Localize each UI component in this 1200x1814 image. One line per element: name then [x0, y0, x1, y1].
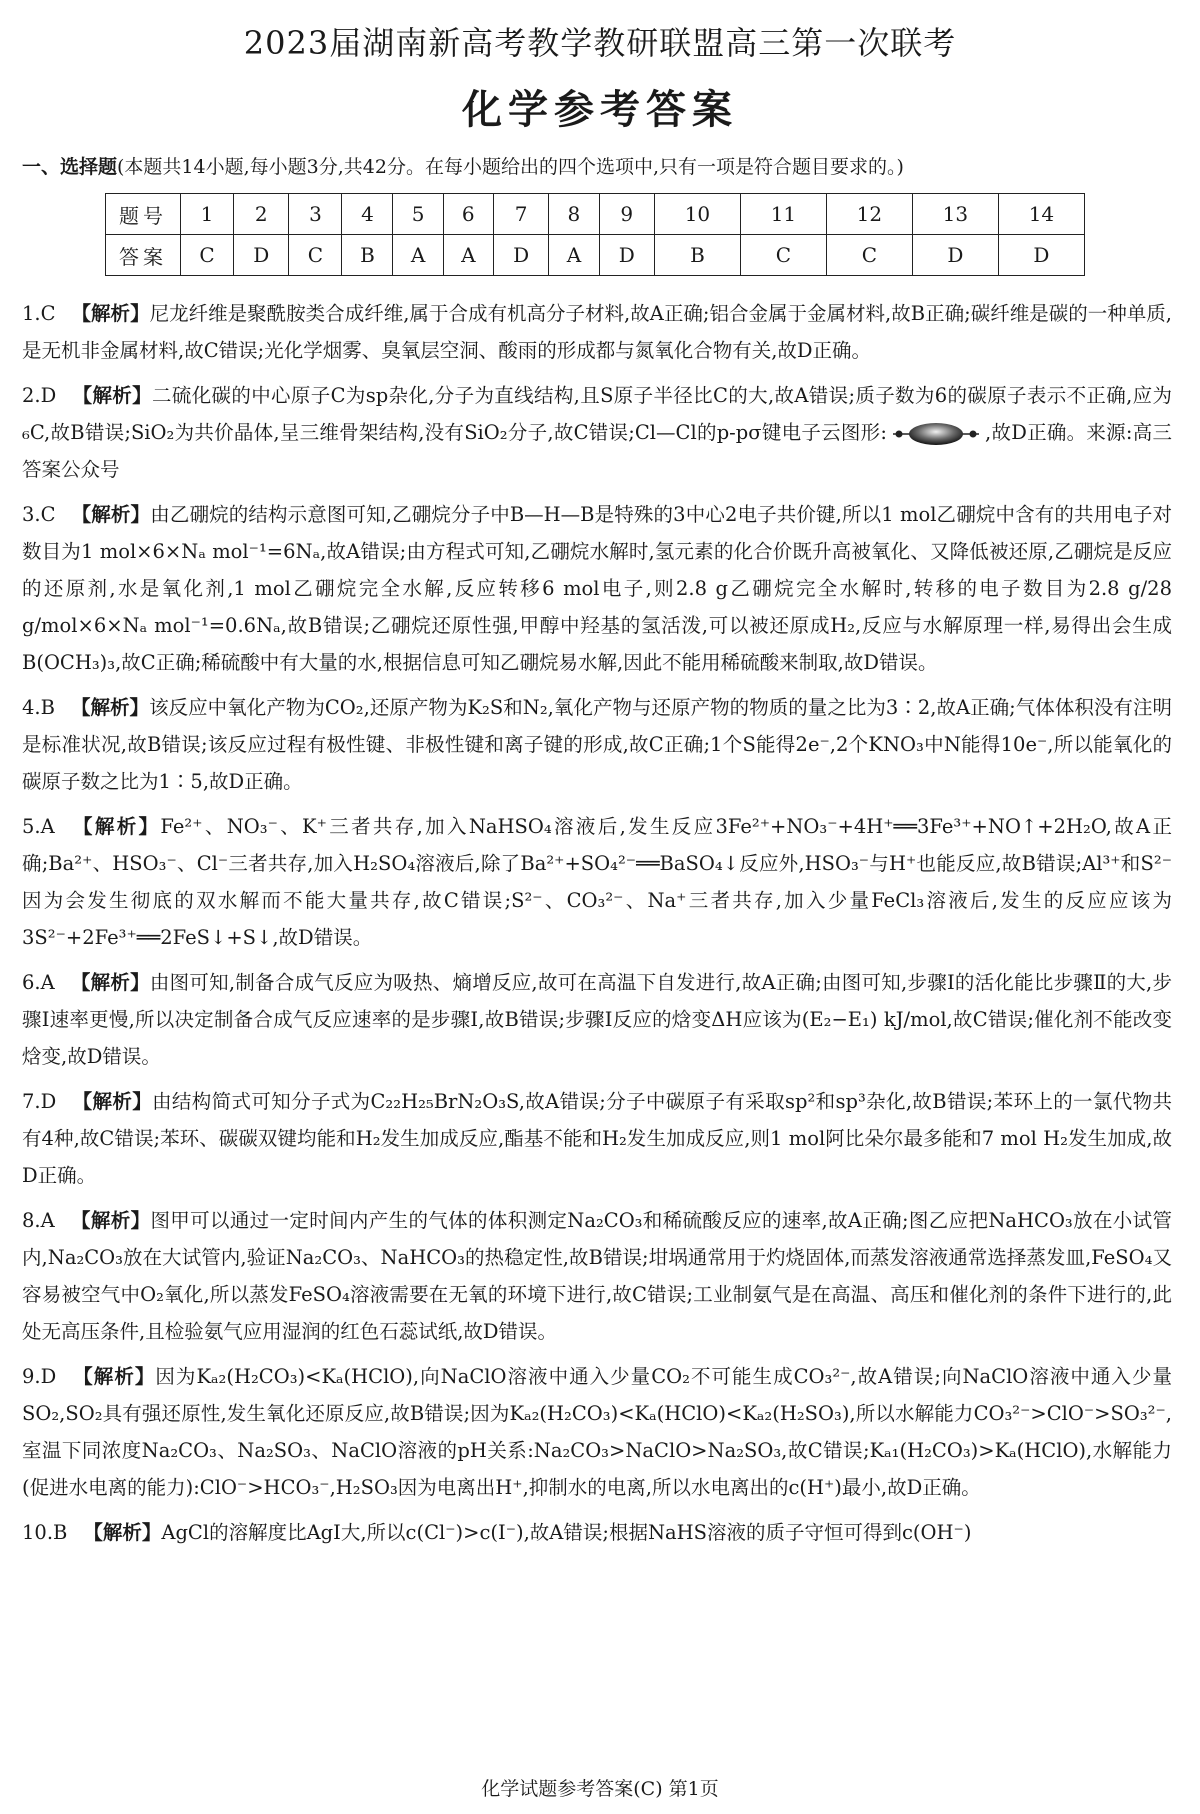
- answer-cell: B: [654, 235, 740, 276]
- answer-cell: D: [599, 235, 654, 276]
- item-number: 5.A: [22, 815, 55, 838]
- question-number: 5: [393, 194, 443, 235]
- item-number: 4.B: [22, 696, 55, 719]
- question-number: 6: [443, 194, 493, 235]
- answer-cell: A: [443, 235, 493, 276]
- answer-table: [105, 193, 1085, 276]
- explanation-item: [22, 689, 1172, 800]
- question-number: 11: [740, 194, 826, 235]
- item-text: 由图可知,制备合成气反应为吸热、熵增反应,故可在高温下自发进行,故A正确;由图可知,步骤Ⅰ的活化能比步骤Ⅱ的大,步骤Ⅰ速率更慢,所以决定制备合成气反应速率的是步骤Ⅰ,故B错误;步骤Ⅰ反应的焓变ΔH应该为(E₂−E₁) kJ/mol,故C错误;催化剂不能改变焓变,故D错误。: [22, 971, 1172, 1068]
- item-tag: 【解析】: [70, 696, 150, 719]
- item-number: 10.B: [22, 1521, 68, 1544]
- question-number: 2: [234, 194, 289, 235]
- section-note: (本题共14小题,每小题3分,共42分。在每小题给出的四个选项中,只有一项是符合题目要求的。): [117, 156, 904, 178]
- page-subtitle: 化学参考答案: [462, 87, 738, 133]
- question-number: 4: [342, 194, 393, 235]
- explanation-item: [22, 295, 1172, 369]
- explanations: [22, 295, 1172, 1559]
- item-text: 尼龙纤维是聚酰胺类合成纤维,属于合成有机高分子材料,故A正确;铝合金属于金属材料,故B正确;碳纤维是碳的一种单质,是无机非金属材料,故C错误;光化学烟雾、臭氧层空洞、酸雨的形成都与氮氧化合物有关,故D正确。: [22, 302, 1172, 362]
- item-text: AgCl的溶解度比AgI大,所以c(Cl⁻)>c(I⁻),故A错误;根据NaHS溶液的质子守恒可得到c(OH⁻): [161, 1521, 972, 1544]
- page-title: 2023届湖南新高考教学教研联盟高三第一次联考: [243, 24, 957, 62]
- explanation-item: [22, 1202, 1172, 1350]
- item-number: 8.A: [22, 1209, 55, 1232]
- item-text: Fe²⁺、NO₃⁻、K⁺三者共存,加入NaHSO₄溶液后,发生反应3Fe²⁺+NO₃⁻+4H⁺══3Fe³⁺+NO↑+2H₂O,故A正确;Ba²⁺、HSO₃⁻、Cl⁻三者共存,加入H₂SO₄溶液后,除了Ba²⁺+SO₄²⁻══BaSO₄↓反应外,HSO₃⁻与H⁺也能反应,故B错误;Al³⁺和S²⁻因为会发生彻底的双水解而不能大量共存,故C错误;S²⁻、CO₃²⁻、Na⁺三者共存,加入少量FeCl₃溶液后,发生的反应应该为3S²⁻+2Fe³⁺══2FeS↓+S↓,故D错误。: [22, 815, 1172, 949]
- question-number: 7: [493, 194, 548, 235]
- answer-cell: A: [549, 235, 599, 276]
- item-number: 2.D: [22, 384, 57, 407]
- answer-cell: D: [493, 235, 548, 276]
- answer-cell: B: [342, 235, 393, 276]
- question-number: 8: [549, 194, 599, 235]
- answer-cell: D: [998, 235, 1084, 276]
- answer-cell: A: [393, 235, 443, 276]
- question-number: 13: [912, 194, 998, 235]
- answer-cell: C: [289, 235, 342, 276]
- answer-cell: C: [740, 235, 826, 276]
- answer-cell: D: [912, 235, 998, 276]
- item-number: 9.D: [22, 1365, 57, 1388]
- item-tag: 【解析】: [70, 1209, 151, 1232]
- item-tag: 【解析】: [72, 1090, 153, 1113]
- explanation-item: [22, 377, 1172, 488]
- item-number: 7.D: [22, 1090, 57, 1113]
- item-number: 1.C: [22, 302, 56, 325]
- item-text: 图甲可以通过一定时间内产生的气体的体积测定Na₂CO₃和稀硫酸反应的速率,故A正确;图乙应把NaHCO₃放在小试管内,Na₂CO₃放在大试管内,验证Na₂CO₃、NaHCO₃的热稳定性,故B错误;坩埚通常用于灼烧固体,而蒸发溶液通常选择蒸发皿,FeSO₄又容易被空气中O₂氧化,所以蒸发FeSO₄溶液需要在无氧的环境下进行,故C错误;工业制氨气是在高温、高压和催化剂的条件下进行的,此处无高压条件,且检验氨气应用湿润的红色石蕊试纸,故D错误。: [22, 1209, 1172, 1343]
- row-label-answer: 答案: [106, 235, 181, 276]
- item-tag: 【解析】: [72, 384, 152, 407]
- item-tag: 【解析】: [83, 1521, 162, 1544]
- explanation-item: [22, 964, 1172, 1075]
- question-number: 10: [654, 194, 740, 235]
- item-text: 二硫化碳的中心原子C为sp杂化,分子为直线结构,且S原子半径比C的大,故A错误;质子数为6的碳原子表示不正确,应为₆C,故B错误;SiO₂为共价晶体,呈三维骨架结构,没有SiO₂分子,故C错误;Cl—Cl的p-pσ键电子云图形:: [22, 384, 1172, 444]
- p-p-sigma-orbital-icon: [891, 421, 981, 447]
- explanation-item: [22, 1083, 1172, 1194]
- item-number: 3.C: [22, 503, 56, 526]
- question-number: 9: [599, 194, 654, 235]
- question-number: 14: [998, 194, 1084, 235]
- item-tag: 【解析】: [71, 503, 151, 526]
- answer-cell: C: [181, 235, 234, 276]
- explanation-item: [22, 496, 1172, 681]
- section-heading: [22, 152, 1182, 179]
- item-tag: 【解析】: [72, 1365, 156, 1388]
- answer-cell: D: [234, 235, 289, 276]
- explanation-item: [22, 1358, 1172, 1506]
- item-tag: 【解析】: [71, 302, 150, 325]
- item-tag: 【解析】: [70, 971, 150, 994]
- item-text: 因为Kₐ₂(H₂CO₃)<Kₐ(HClO),向NaClO溶液中通入少量CO₂不可能生成CO₃²⁻,故A错误;向NaClO溶液中通入少量SO₂,SO₂具有强还原性,发生氧化还原反应,故B错误;因为Kₐ₂(H₂CO₃)<Kₐ(HClO)<Kₐ₂(H₂SO₃),所以水解能力CO₃²⁻>ClO⁻>SO₃²⁻,室温下同浓度Na₂CO₃、Na₂SO₃、NaClO溶液的pH关系:Na₂CO₃>NaClO>Na₂SO₃,故C错误;Kₐ₁(H₂CO₃)>Kₐ(HClO),水解能力(促进水电离的能力):ClO⁻>HCO₃⁻,H₂SO₃因为电离出H⁺,抑制水的电离,所以水电离出的c(H⁺)最小,故D正确。: [22, 1365, 1172, 1499]
- page-footer: 化学试题参考答案(C) 第1页: [481, 1778, 719, 1800]
- item-text: 由乙硼烷的结构示意图可知,乙硼烷分子中B—H—B是特殊的3中心2电子共价键,所以1 mol乙硼烷中含有的共用电子对数目为1 mol×6×Nₐ mol⁻¹=6Nₐ,故A错误;由方程式可知,乙硼烷水解时,氢元素的化合价既升高被氧化、又降低被还原,乙硼烷是反应的还原剂,水是氧化剂,1 mol乙硼烷完全水解,反应转移6 mol电子,则2.8 g乙硼烷完全水解时,转移的电子数目为2.8 g/28 g/mol×6×Nₐ mol⁻¹=0.6Nₐ,故B错误;乙硼烷还原性强,甲醇中羟基的氢活泼,可以被还原成H₂,反应与水解原理一样,易得出会生成B(OCH₃)₃,故C正确;稀硫酸中有大量的水,根据信息可知乙硼烷易水解,因此不能用稀硫酸来制取,故D错误。: [22, 503, 1172, 674]
- answer-cell: C: [826, 235, 912, 276]
- question-number: 12: [826, 194, 912, 235]
- explanation-item: [22, 808, 1172, 956]
- answer-table-answer-row: [106, 235, 1085, 276]
- row-label-number: 题号: [106, 194, 181, 235]
- question-number: 3: [289, 194, 342, 235]
- question-number: 1: [181, 194, 234, 235]
- answer-table-number-row: [106, 194, 1085, 235]
- explanation-item: [22, 1514, 1172, 1551]
- item-text: 由结构简式可知分子式为C₂₂H₂₅BrN₂O₃S,故A错误;分子中碳原子有采取sp²和sp³杂化,故B错误;苯环上的一氯代物共有4种,故C错误;苯环、碳碳双键均能和H₂发生加成反应,酯基不能和H₂发生加成反应,则1 mol阿比朵尔最多能和7 mol H₂发生加成,故D正确。: [22, 1090, 1172, 1187]
- item-number: 6.A: [22, 971, 55, 994]
- item-text-continued: ,故D正确。来源:高三答案公众号: [22, 421, 1173, 481]
- item-tag: 【解析】: [70, 815, 161, 838]
- section-label: 一、选择题: [22, 156, 118, 178]
- item-text: 该反应中氧化产物为CO₂,还原产物为K₂S和N₂,氧化产物与还原产物的物质的量之比为3∶2,故A正确;气体体积没有注明是标准状况,故B错误;该反应过程有极性键、非极性键和离子键的形成,故C正确;1个S能得2e⁻,2个KNO₃中N能得10e⁻,所以能氧化的碳原子数之比为1∶5,故D正确。: [22, 696, 1172, 793]
